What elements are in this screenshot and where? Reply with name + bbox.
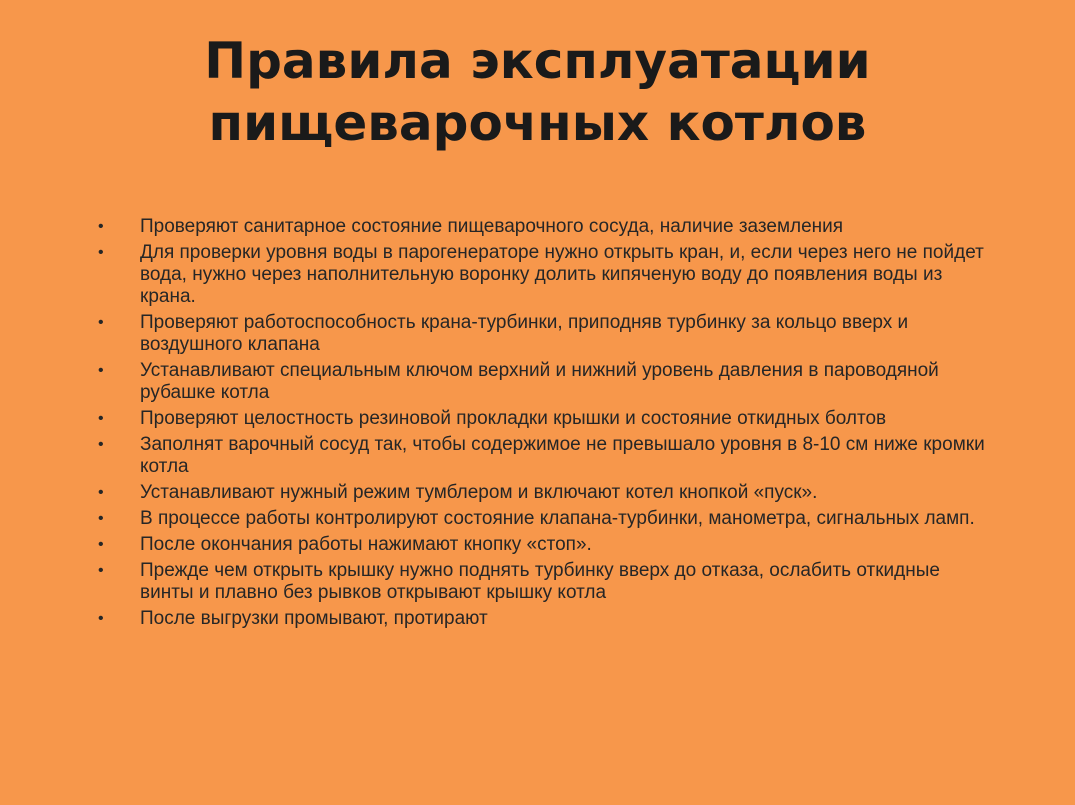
list-item-text: Прежде чем открыть крышку нужно поднять турбинку вверх до отказа, ослабить откидные винты и плавно без рывков открывают крышку котла: [140, 560, 940, 603]
list-item: [98, 360, 998, 404]
list-item: [98, 216, 998, 238]
list-item: [98, 312, 998, 356]
list-item: [98, 242, 998, 308]
bullet-icon: •: [98, 436, 104, 453]
slide-title: [0, 30, 1075, 154]
bullet-icon: •: [98, 244, 104, 261]
list-item: [98, 482, 998, 504]
list-item: [98, 534, 998, 556]
list-item: [98, 434, 998, 478]
title-line-1: Правила эксплуатации: [204, 32, 871, 90]
bullet-icon: •: [98, 510, 104, 527]
list-item-text: Проверяют санитарное состояние пищеварочного сосуда, наличие заземления: [140, 216, 844, 237]
bullet-icon: •: [98, 218, 104, 235]
list-item-text: Устанавливают специальным ключом верхний и нижний уровень давления в пароводяной рубашке котла: [140, 360, 939, 403]
title-line-2: пищеварочных котлов: [208, 94, 867, 152]
list-item-text: После выгрузки промывают, протирают: [140, 608, 488, 629]
bullet-icon: •: [98, 484, 104, 501]
bullet-list: [98, 216, 998, 634]
bullet-icon: •: [98, 362, 104, 379]
list-item-text: После окончания работы нажимают кнопку «стоп».: [140, 534, 592, 555]
list-item: [98, 508, 998, 530]
list-item-text: Устанавливают нужный режим тумблером и включают котел кнопкой «пуск».: [140, 482, 818, 503]
list-item-text: Для проверки уровня воды в парогенераторе нужно открыть кран, и, если через него не пойдет вода, нужно через наполнительную воронку долить кипяченую воду до появления воды из крана.: [140, 242, 984, 307]
list-item: [98, 608, 998, 630]
bullet-icon: •: [98, 410, 104, 427]
list-item: [98, 560, 998, 604]
list-item-text: Заполнят варочный сосуд так, чтобы содержимое не превышало уровня в 8-10 см ниже кромки котла: [140, 434, 985, 477]
list-item-text: Проверяют работоспособность крана-турбинки, приподняв турбинку за кольцо вверх и воздушного клапана: [140, 312, 909, 355]
list-item-text: Проверяют целостность резиновой прокладки крышки и состояние откидных болтов: [140, 408, 887, 429]
bullet-icon: •: [98, 610, 104, 627]
bullet-icon: •: [98, 536, 104, 553]
bullet-icon: •: [98, 314, 104, 331]
list-item: [98, 408, 998, 430]
list-item-text: В процессе работы контролируют состояние клапана-турбинки, манометра, сигнальных ламп.: [140, 508, 975, 529]
bullet-icon: •: [98, 562, 104, 579]
